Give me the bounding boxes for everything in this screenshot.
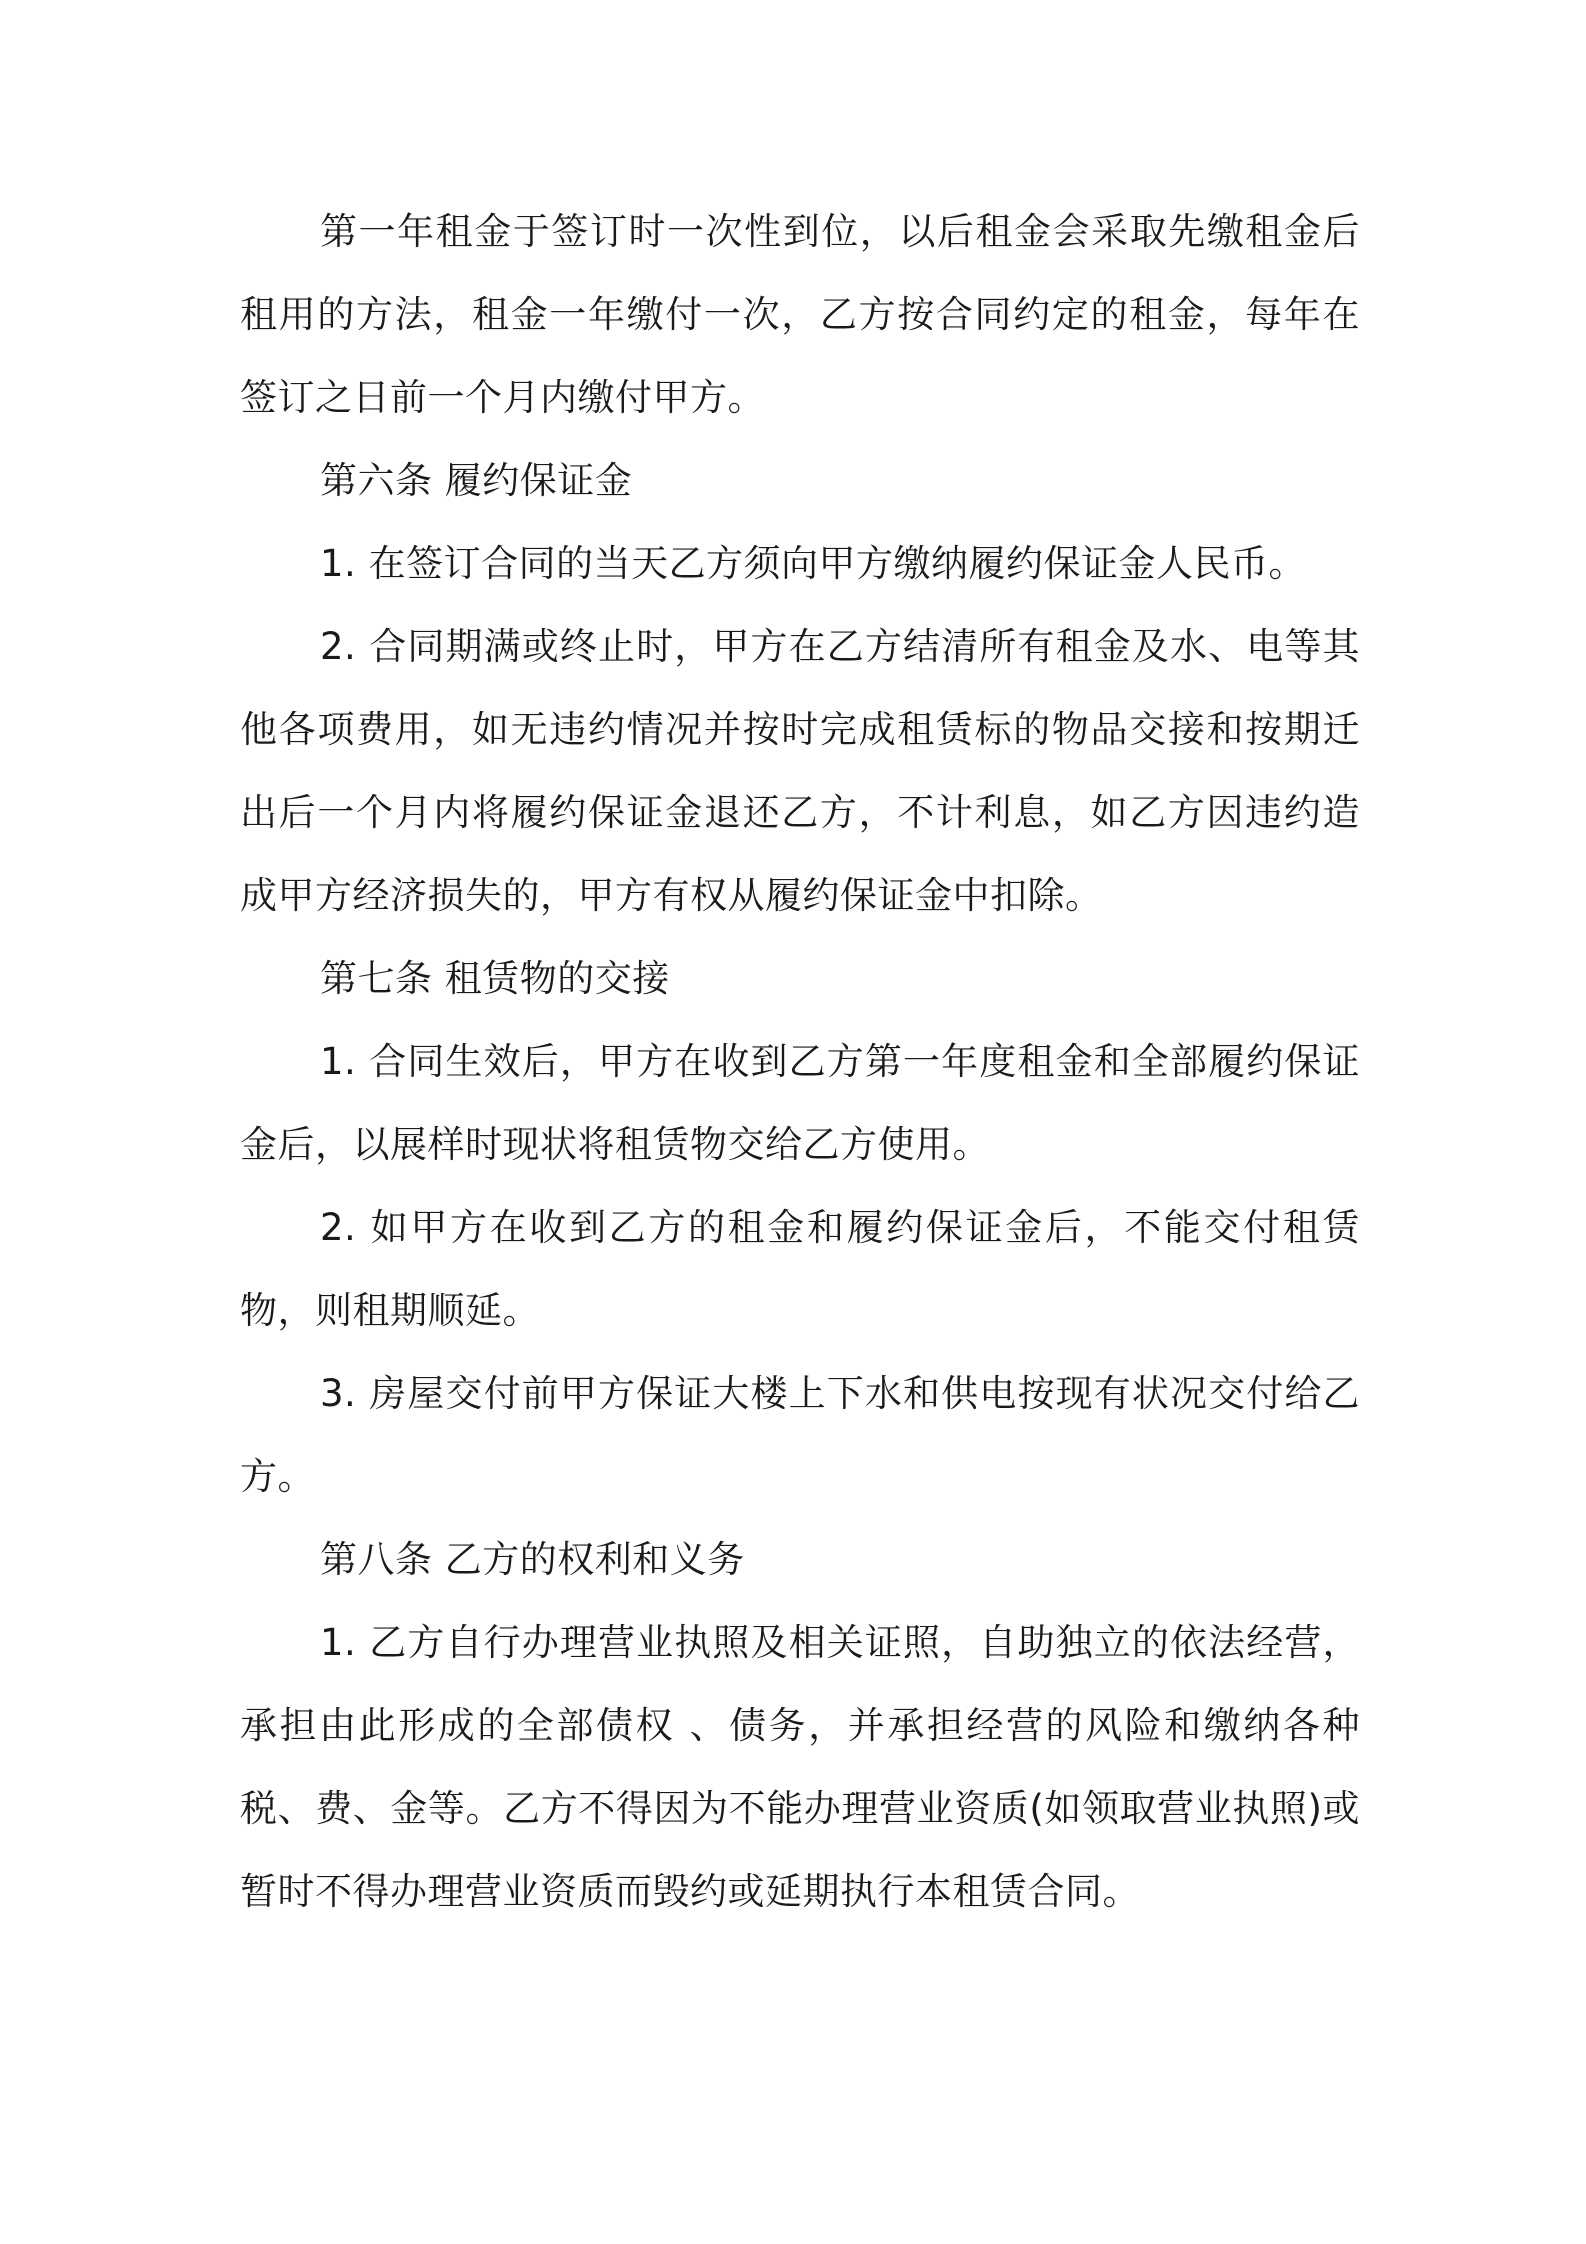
- article-8-heading: 第八条 乙方的权利和义务: [320, 1538, 745, 1581]
- article-7-heading: 第七条 租赁物的交接: [320, 957, 670, 1000]
- article-6-clause-2: 2. 合同期满或终止时，甲方在乙方结清所有租金及水、电等其他各项费用，如无违约情况并按时完成租赁标的物品交接和按期迁出后一个月内将履约保证金退还乙方，不计利息，如乙方因违约造成甲方经济损失的，甲方有权从履约保证金中扣除。: [240, 625, 1360, 917]
- article-8-clause-1: 1. 乙方自行办理营业执照及相关证照，自助独立的依法经营，承担由此形成的全部债权 、债务，并承担经营的风险和缴纳各种税、费、金等。乙方不得因为不能办理营业资质(如领取营业执照)或暂时不得办理营业资质而毁约或延期执行本租赁合同。: [240, 1621, 1360, 1913]
- article-7-clause-3: 3. 房屋交付前甲方保证大楼上下水和供电按现有状况交付给乙方。: [240, 1372, 1360, 1498]
- article-7-clause-1: 1. 合同生效后，甲方在收到乙方第一年度租金和全部履约保证金后，以展样时现状将租赁物交给乙方使用。: [240, 1040, 1360, 1166]
- article-6-heading: 第六条 履约保证金: [320, 459, 633, 502]
- paragraph-rent-payment: 第一年租金于签订时一次性到位，以后租金会采取先缴租金后租用的方法，租金一年缴付一次，乙方按合同约定的租金，每年在签订之日前一个月内缴付甲方。: [240, 210, 1360, 419]
- article-6-clause-1: 1. 在签订合同的当天乙方须向甲方缴纳履约保证金人民币。: [320, 542, 1307, 585]
- document-body: [240, 190, 1360, 1933]
- article-7-clause-2: 2. 如甲方在收到乙方的租金和履约保证金后，不能交付租赁物，则租期顺延。: [240, 1206, 1360, 1332]
